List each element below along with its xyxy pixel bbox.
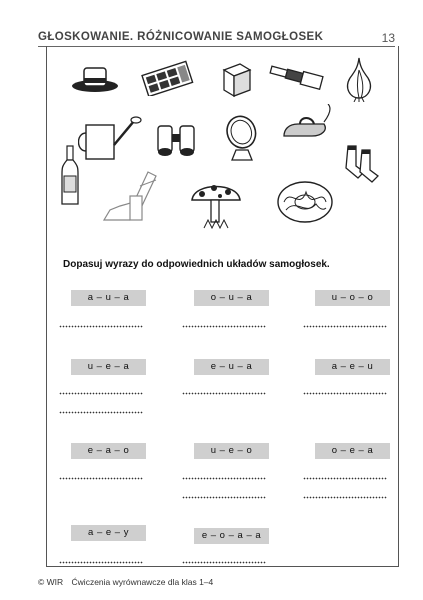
vowel-pattern: a – e – y — [71, 525, 146, 541]
binoculars-icon — [152, 118, 202, 160]
answer-line[interactable] — [303, 325, 387, 329]
answer-line[interactable] — [182, 325, 266, 329]
footer — [38, 577, 219, 587]
answer-line[interactable] — [182, 477, 266, 481]
bottle-icon — [60, 144, 80, 206]
vowel-pattern: e – a – o — [71, 443, 146, 459]
answer-line[interactable] — [303, 392, 387, 396]
page-number: 13 — [381, 31, 395, 45]
answer-line[interactable] — [182, 561, 266, 565]
iron-icon — [278, 104, 334, 146]
vowel-pattern: o – e – a — [315, 443, 390, 459]
cabbage-icon — [276, 180, 334, 224]
answer-line[interactable] — [59, 477, 143, 481]
vowel-pattern: o – u – a — [194, 290, 269, 306]
telescope-icon — [268, 64, 326, 90]
vowel-pattern: e – u – a — [194, 359, 269, 375]
answer-line[interactable] — [59, 411, 143, 415]
shoe-icon — [100, 166, 166, 230]
answer-line[interactable] — [303, 477, 387, 481]
box-icon — [220, 60, 254, 100]
vowel-pattern: e – o – a – a — [194, 528, 269, 544]
answer-line[interactable] — [59, 561, 143, 565]
mirror-icon — [222, 114, 262, 162]
vowel-pattern: a – u – a — [71, 290, 146, 306]
socks-icon — [340, 144, 380, 184]
instruction-text: Dopasuj wyrazy do odpowiednich układów samogłosek. — [63, 259, 330, 270]
answer-line[interactable] — [59, 325, 143, 329]
book-title: Ćwiczenia wyrównawcze dla klas 1–4 — [71, 577, 214, 587]
vowel-pattern: a – e – u — [315, 359, 390, 375]
vowel-pattern: u – e – a — [71, 359, 146, 375]
mushroom-icon — [190, 174, 242, 230]
answer-line[interactable] — [182, 496, 266, 500]
chocolate-icon — [138, 60, 196, 96]
hat-icon — [70, 62, 120, 94]
answer-line[interactable] — [182, 392, 266, 396]
answer-line[interactable] — [303, 496, 387, 500]
copyright-text: © WIR — [38, 577, 64, 587]
watering-can-icon — [78, 115, 144, 161]
answer-line[interactable] — [59, 392, 143, 396]
onion-icon — [344, 56, 374, 102]
page-title: GŁOSKOWANIE. RÓŻNICOWANIE SAMOGŁOSEK — [38, 31, 324, 43]
vowel-pattern: u – e – o — [194, 443, 269, 459]
vowel-pattern: u – o – o — [315, 290, 390, 306]
